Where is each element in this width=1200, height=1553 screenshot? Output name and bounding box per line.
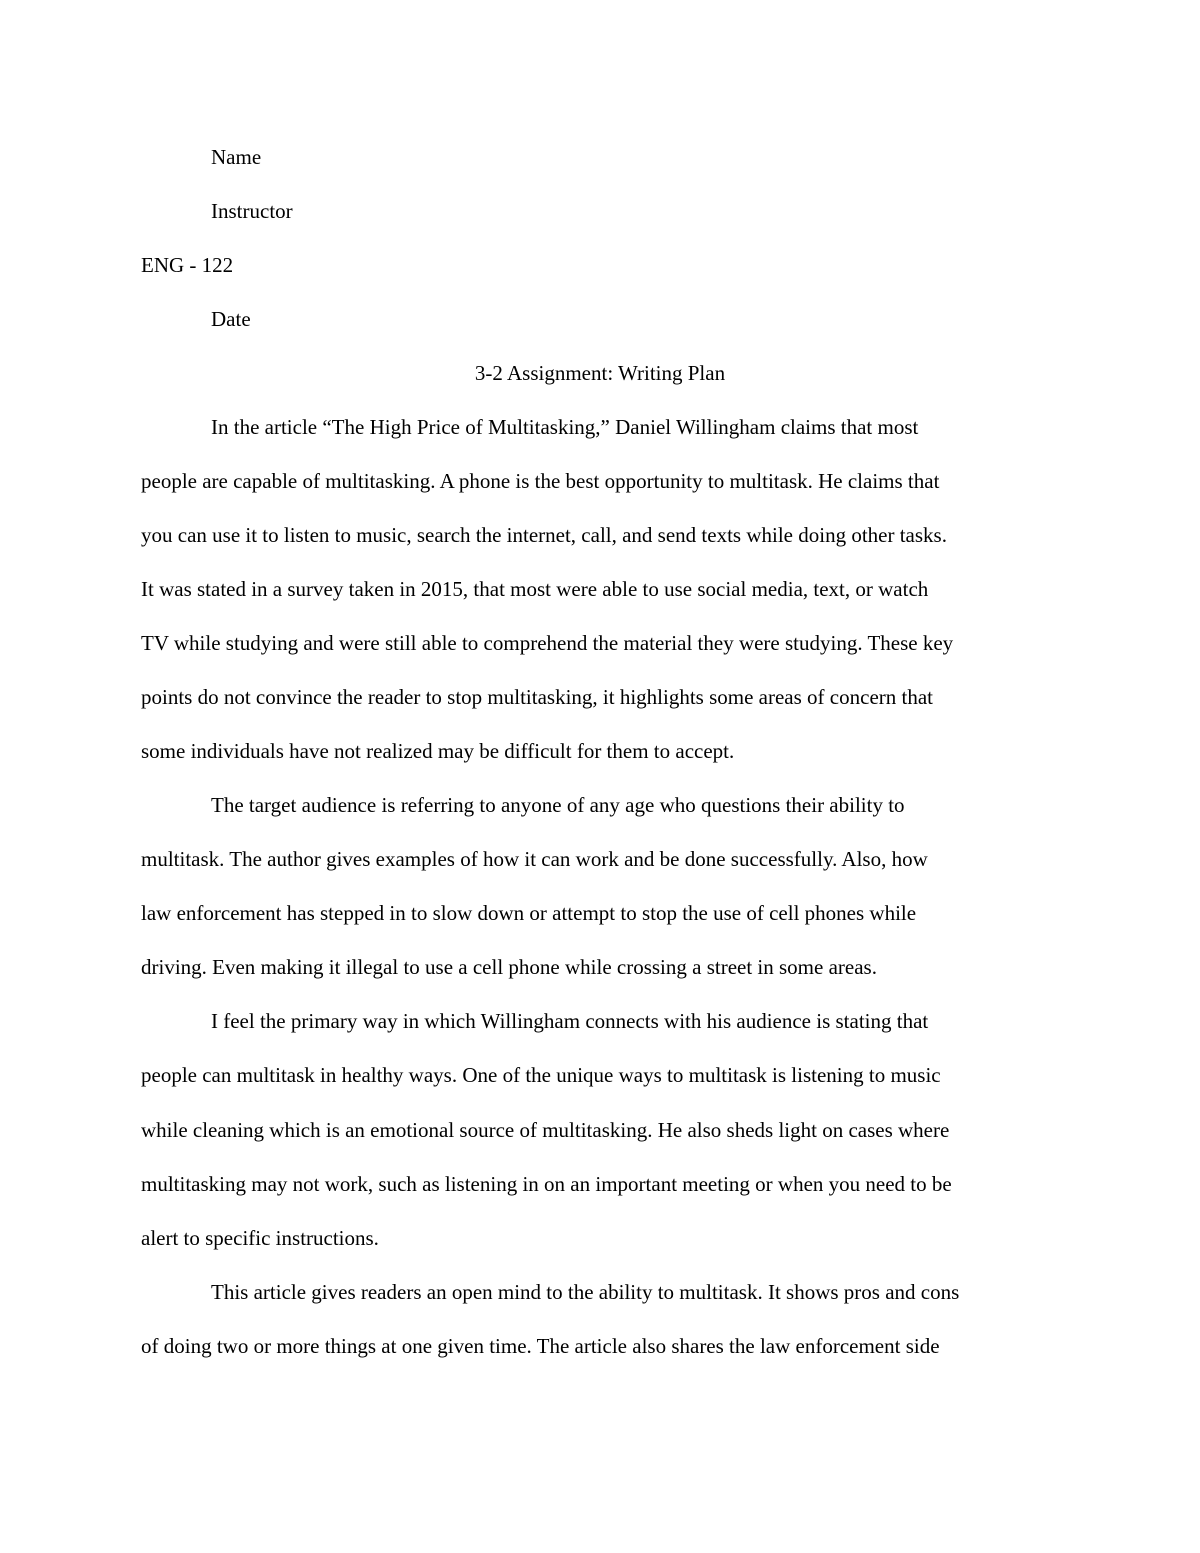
document-title: 3-2 Assignment: Writing Plan (474, 361, 726, 385)
paragraph-line: points do not convince the reader to stop multitasking, it highlights some areas of concern that (141, 685, 933, 709)
paragraph-line: This article gives readers an open mind to the ability to multitask. It shows pros and cons (211, 1280, 960, 1304)
paragraph-line: people can multitask in healthy ways. One of the unique ways to multitask is listening to music (141, 1063, 941, 1087)
paragraph-line: you can use it to listen to music, search the internet, call, and send texts while doing other tasks. (141, 523, 947, 547)
paragraph-line: while cleaning which is an emotional source of multitasking. He also sheds light on cases where (141, 1118, 950, 1142)
paragraph-line: The target audience is referring to anyone of any age who questions their ability to (211, 793, 905, 817)
header-course: ENG - 122 (141, 253, 234, 277)
paragraph-line: law enforcement has stepped in to slow down or attempt to stop the use of cell phones while (141, 901, 917, 925)
paragraph-line: people are capable of multitasking. A phone is the best opportunity to multitask. He claims that (141, 469, 940, 493)
paragraph-line: TV while studying and were still able to comprehend the material they were studying. These key (141, 631, 954, 655)
header-instructor: Instructor (211, 199, 293, 223)
paragraph-line: It was stated in a survey taken in 2015, that most were able to use social media, text, or watch (141, 577, 929, 601)
paragraph-line: alert to specific instructions. (141, 1226, 379, 1250)
paragraph-line: I feel the primary way in which Willingham connects with his audience is stating that (211, 1009, 929, 1033)
header-date: Date (211, 307, 251, 331)
paragraph-line: multitasking may not work, such as listening in on an important meeting or when you need to be (141, 1172, 952, 1196)
paragraph-line: multitask. The author gives examples of how it can work and be done successfully. Also, how (141, 847, 928, 871)
paragraph-line: driving. Even making it illegal to use a cell phone while crossing a street in some areas. (141, 955, 877, 979)
header-name: Name (211, 145, 262, 169)
paragraph-line: In the article “The High Price of Multitasking,” Daniel Willingham claims that most (211, 415, 919, 439)
paragraph-line: some individuals have not realized may be difficult for them to accept. (141, 739, 735, 763)
paragraph-line: of doing two or more things at one given time. The article also shares the law enforcement side (141, 1334, 940, 1358)
